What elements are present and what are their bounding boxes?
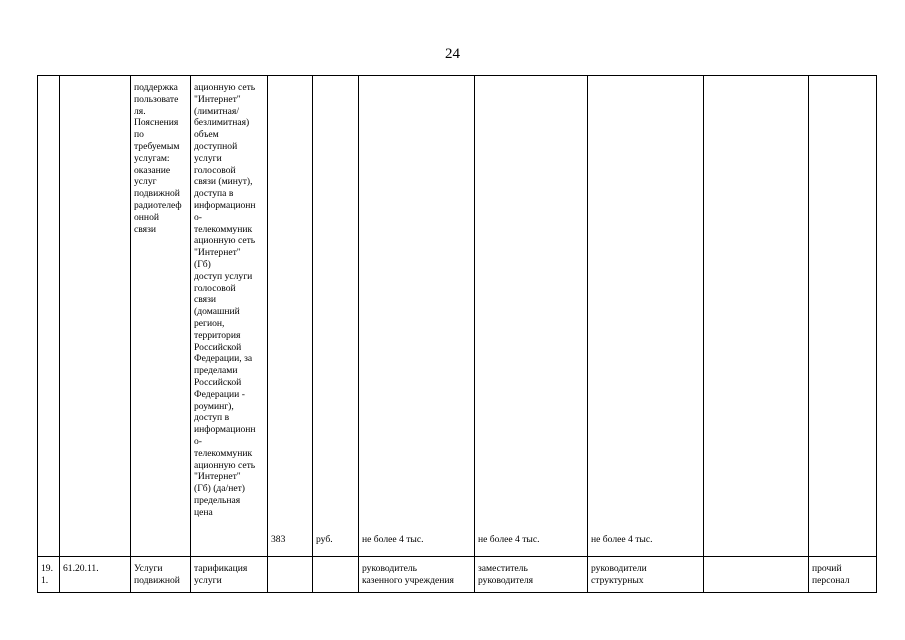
characteristic-text: тарификация услуги — [194, 563, 248, 586]
cell-unit — [313, 76, 359, 557]
row-number-text: 19. 1. — [41, 563, 53, 586]
service-description-text: поддержка пользовате ля. Пояснения по требуемым услугам: оказание услуг подвижной радиотелеф онной связи — [134, 82, 182, 235]
cell-characteristic — [191, 76, 268, 557]
cell-value-division-heads — [588, 557, 704, 593]
cell-value-deputy — [475, 76, 588, 557]
cell-value-empty — [704, 76, 809, 557]
requirements-table — [37, 75, 877, 593]
cell-code — [60, 557, 131, 593]
cell-value-head — [359, 557, 475, 593]
cell-number — [38, 557, 60, 593]
page-number: 24 — [445, 46, 460, 62]
cell-code — [60, 76, 131, 557]
cell-number — [38, 76, 60, 557]
cell-unit — [313, 557, 359, 593]
value-division-heads-text: не более 4 тыс. — [591, 534, 653, 546]
cell-value-other — [809, 76, 877, 557]
cell-service-name — [131, 76, 191, 557]
table-row — [38, 557, 877, 593]
position-division-heads-text: руководители структурных — [591, 563, 647, 586]
unit-text: руб. — [316, 534, 333, 546]
okpd-code-text: 61.20.11. — [63, 563, 99, 574]
value-head-text: не более 4 тыс. — [362, 534, 424, 546]
cell-value-empty — [704, 557, 809, 593]
cell-service-name — [131, 557, 191, 593]
position-head-text: руководитель казенного учреждения — [362, 563, 454, 586]
position-deputy-text: заместитель руководителя — [478, 563, 534, 586]
cell-okei-code — [268, 76, 313, 557]
value-deputy-text: не более 4 тыс. — [478, 534, 540, 546]
position-other-text: прочий персонал — [812, 563, 850, 586]
characteristic-text: ационную сеть "Интернет" (лимитная/ безлимитная) объем доступной услуги голосовой связи (минут), доступа в информационн о- телекоммуник ационную сеть "Интернет" (Гб) доступ услуги голосовой связи (домашний регион, территория Российской Федерации, за пределами Российской Федерации - роуминг), доступ в информационн о- телекоммуник ационную сеть "Интернет" (Гб) (да/нет) предельная цена — [194, 82, 256, 518]
cell-characteristic — [191, 557, 268, 593]
cell-value-deputy — [475, 557, 588, 593]
cell-value-head — [359, 76, 475, 557]
service-name-text: Услуги подвижной — [134, 563, 180, 586]
okei-code-text: 383 — [271, 534, 286, 546]
table-row — [38, 76, 877, 557]
cell-value-division-heads — [588, 76, 704, 557]
cell-okei-code — [268, 557, 313, 593]
cell-value-other — [809, 557, 877, 593]
